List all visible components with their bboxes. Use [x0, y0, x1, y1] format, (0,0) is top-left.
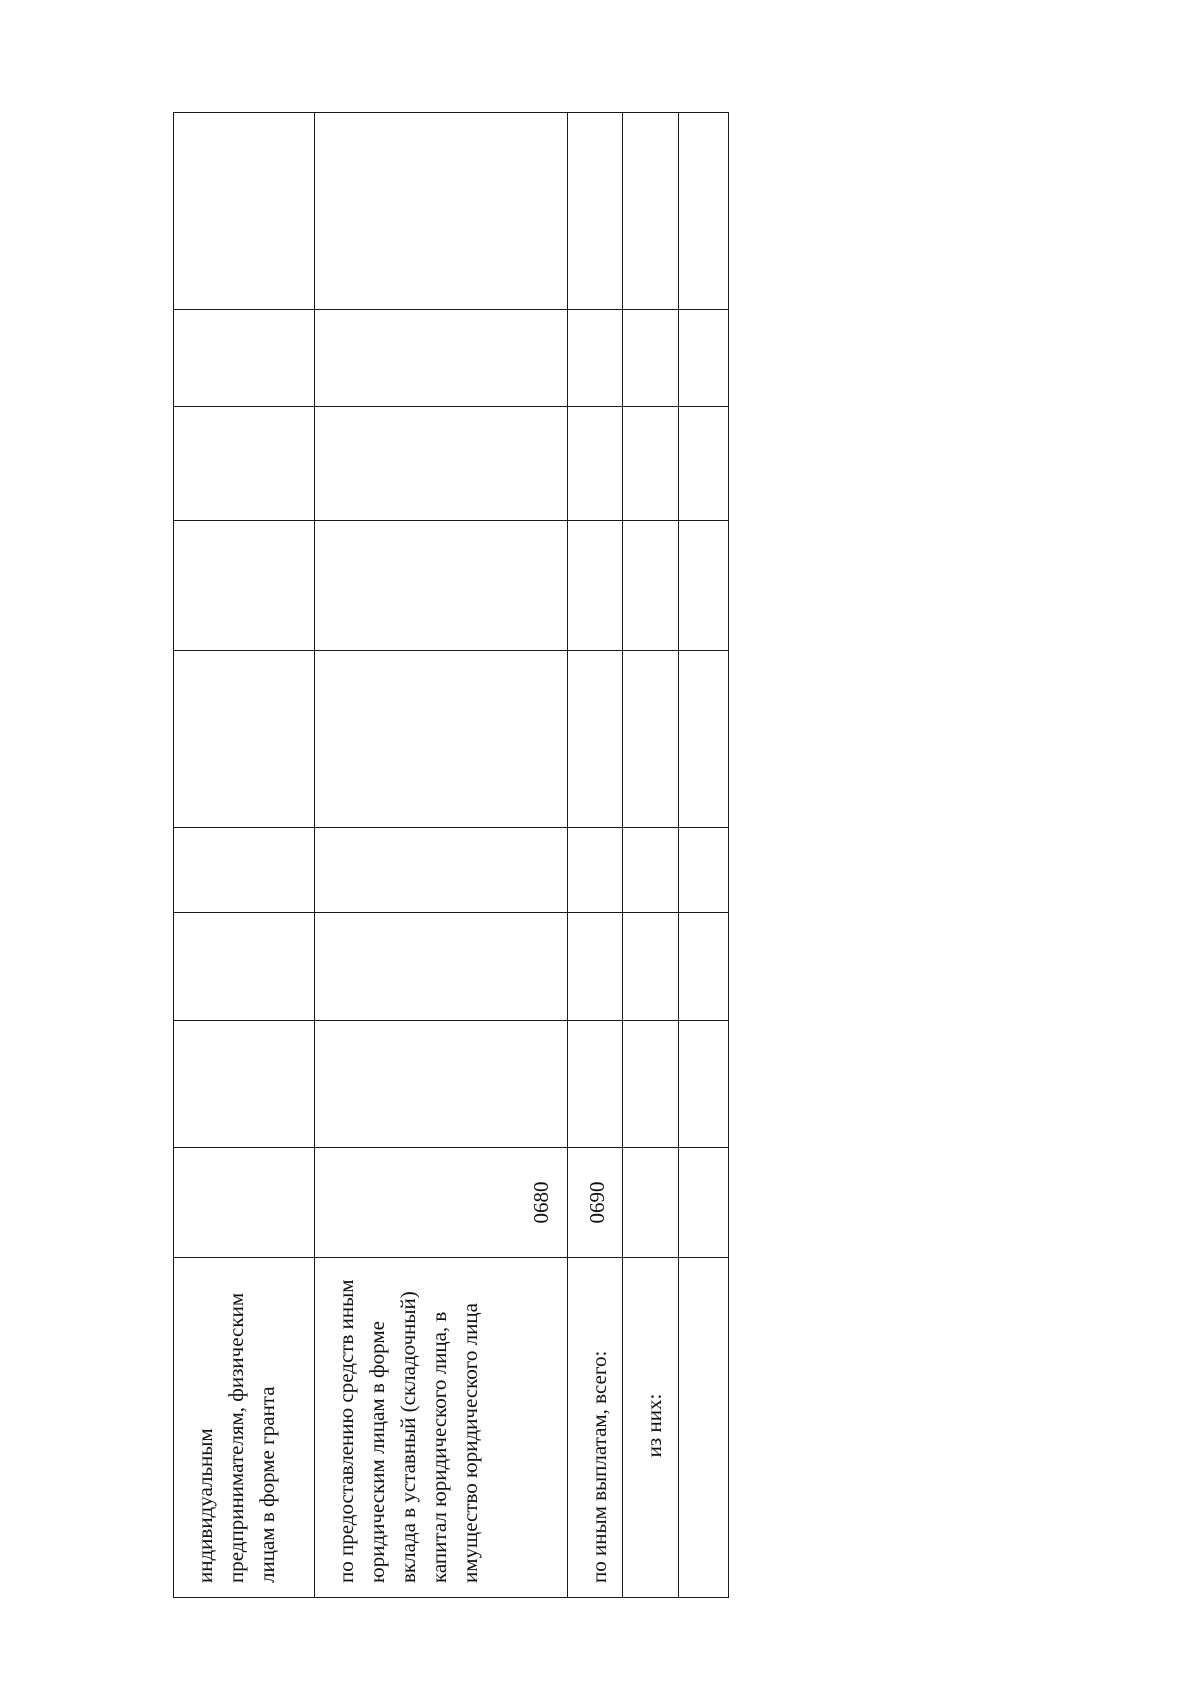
row-code: 0680 [315, 1148, 568, 1258]
table-cell [679, 913, 729, 1021]
table-cell [623, 407, 679, 521]
table-row [315, 113, 568, 1598]
table-cell [679, 113, 729, 310]
payments-table [173, 112, 729, 1598]
table-cell [315, 651, 568, 828]
row-label: по иным выплатам, всего: [568, 1258, 623, 1598]
table-cell [315, 521, 568, 651]
rotated-table-wrapper [173, 113, 728, 1598]
table-cell [568, 1021, 623, 1148]
row-label: из них: [623, 1258, 679, 1598]
table-cell [568, 113, 623, 310]
table-cell [315, 913, 568, 1021]
table-cell [623, 1021, 679, 1148]
table-cell [174, 521, 315, 651]
row-label [679, 1258, 729, 1598]
table-cell [315, 1021, 568, 1148]
table-cell [623, 913, 679, 1021]
table-row [623, 113, 679, 1598]
table-cell [679, 407, 729, 521]
table-cell [315, 407, 568, 521]
table-cell [623, 521, 679, 651]
table-cell [568, 651, 623, 828]
table-cell [568, 828, 623, 913]
table-cell [315, 310, 568, 407]
row-code [623, 1148, 679, 1258]
table-row [174, 113, 315, 1598]
table-cell [315, 828, 568, 913]
table-cell [679, 310, 729, 407]
table-cell [568, 521, 623, 651]
table-cell [174, 913, 315, 1021]
table-cell [174, 1021, 315, 1148]
table-cell [623, 828, 679, 913]
row-label: индивидуальным предпринимателям, физическим лицам в форме гранта [174, 1258, 315, 1598]
table-cell [568, 913, 623, 1021]
row-code [679, 1148, 729, 1258]
row-code [174, 1148, 315, 1258]
table-cell [623, 310, 679, 407]
table-row [568, 113, 623, 1598]
table-cell [679, 828, 729, 913]
table-cell [568, 310, 623, 407]
table-cell [568, 407, 623, 521]
row-label: по предоставлению средств иным юридическим лицам в форме вклада в уставный (складочный) капитал юридического лица, в имущество юридического лица [315, 1258, 568, 1598]
row-code: 0690 [568, 1148, 623, 1258]
table-row [679, 113, 729, 1598]
table-cell [679, 651, 729, 828]
table-cell [174, 828, 315, 913]
table-cell [623, 651, 679, 828]
table-cell [174, 310, 315, 407]
table-cell [174, 113, 315, 310]
table-cell [174, 651, 315, 828]
table-cell [679, 1021, 729, 1148]
table-cell [623, 113, 679, 310]
table-cell [679, 521, 729, 651]
table-cell [174, 407, 315, 521]
table-cell [315, 113, 568, 310]
